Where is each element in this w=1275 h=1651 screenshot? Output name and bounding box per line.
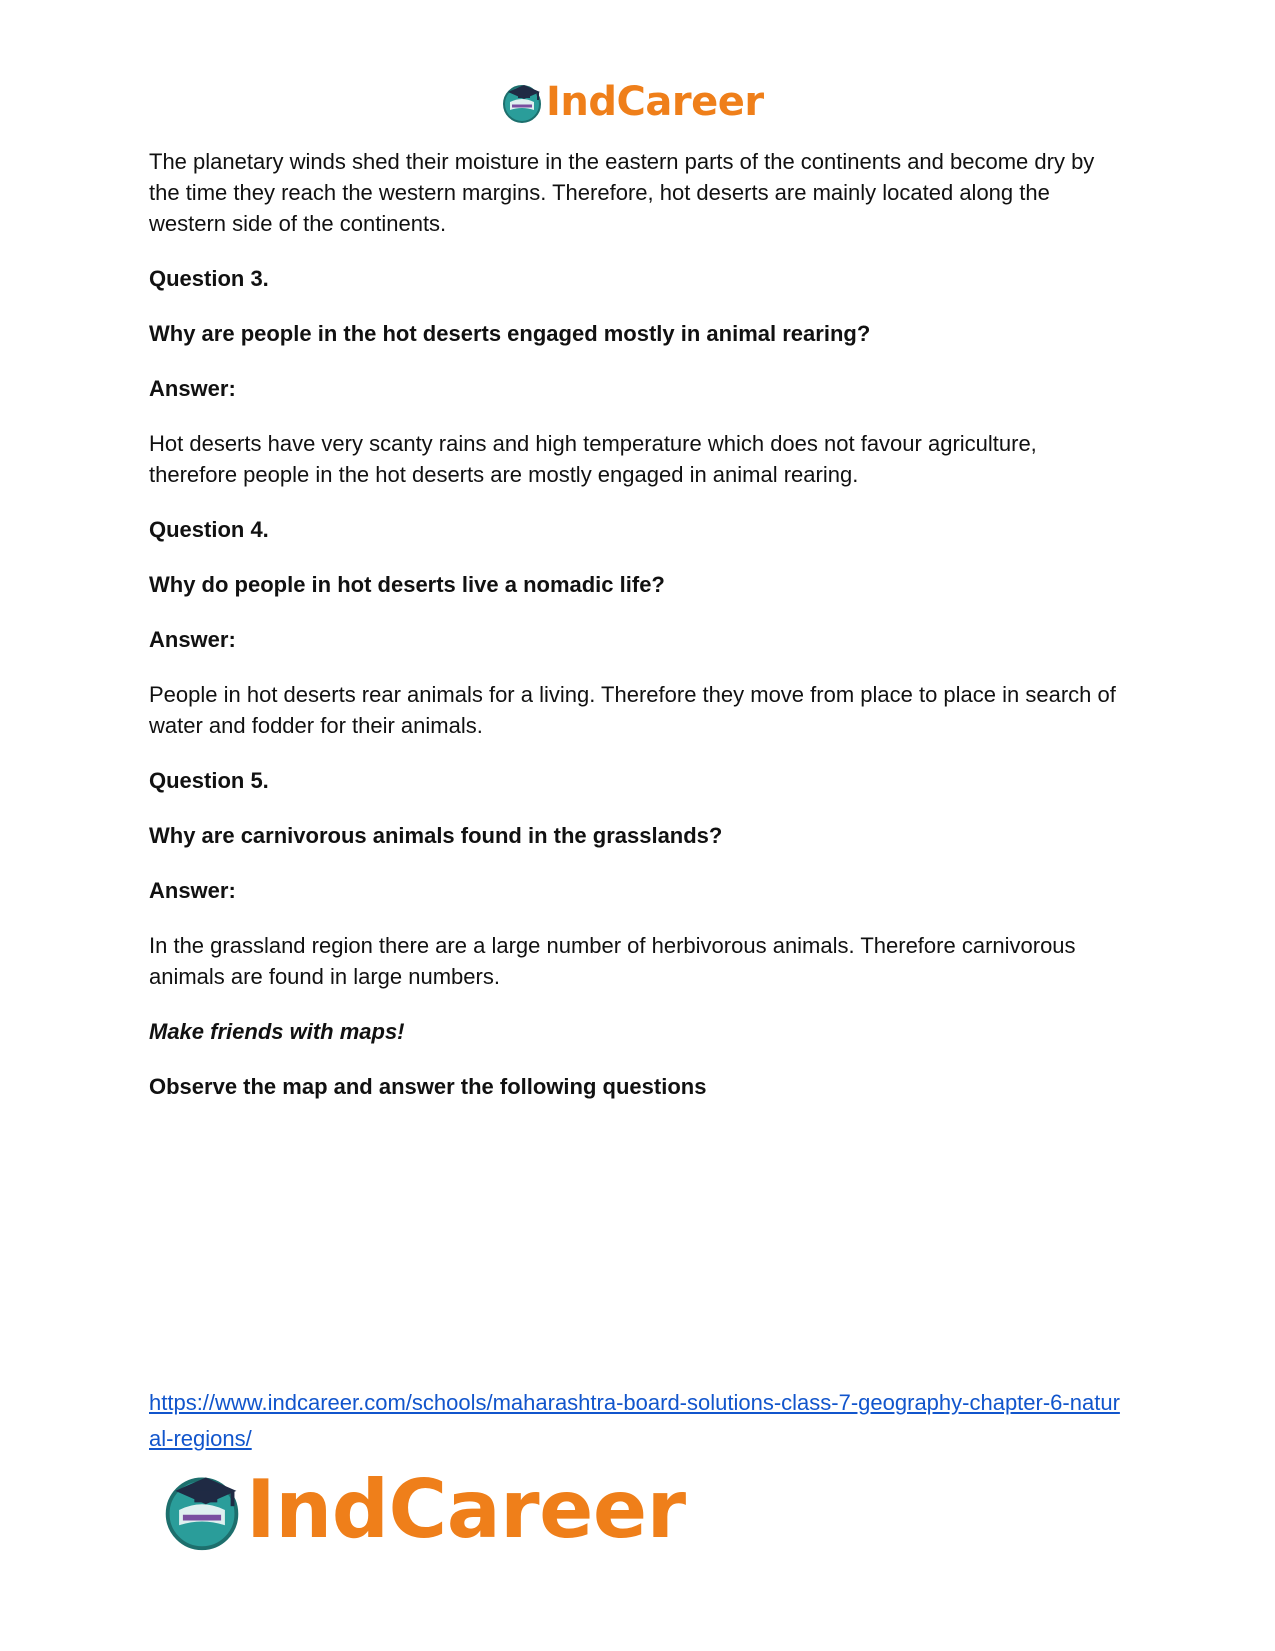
intro-paragraph: The planetary winds shed their moisture in the eastern parts of the continents and become dry by the time they reach the western margins. Therefore, hot deserts are mainly located along the western side of the continents. [149,149,1095,236]
source-link[interactable]: https://www.indcareer.com/schools/maharashtra-board-solutions-class-7-geography-chapter-6-natural-regions/ [149,1390,1120,1451]
graduation-cap-globe-icon [500,80,544,124]
question-5-answer: In the grassland region there are a large number of herbivorous animals. Therefore carnivorous animals are found in large numbers. [149,933,1076,989]
question-4-answer-label: Answer: [149,627,236,652]
question-4-heading: Question 4. [149,517,269,542]
question-3-text: Why are people in the hot deserts engaged mostly in animal rearing? [149,321,871,346]
question-4-text: Why do people in hot deserts live a nomadic life? [149,572,665,597]
question-3-heading: Question 3. [149,266,269,291]
section-instruction: Observe the map and answer the following questions [149,1074,707,1099]
question-4-answer: People in hot deserts rear animals for a living. Therefore they move from place to place in search of water and fodder for their animals. [149,682,1116,738]
question-5-heading: Question 5. [149,768,269,793]
question-5-text: Why are carnivorous animals found in the grasslands? [149,823,723,848]
question-3-answer: Hot deserts have very scanty rains and high temperature which does not favour agriculture, therefore people in the hot deserts are mostly engaged in animal rearing. [149,431,1037,487]
graduation-cap-globe-icon [160,1468,244,1552]
question-3-answer-label: Answer: [149,376,236,401]
footer-logo[interactable] [160,1465,686,1555]
logo-wordmark: IndCareer [546,79,764,125]
header-logo[interactable] [500,78,764,126]
main-content [149,146,1129,1126]
section-heading: Make friends with maps! [149,1019,405,1044]
question-5-answer-label: Answer: [149,878,236,903]
logo-wordmark: IndCareer [246,1463,686,1556]
